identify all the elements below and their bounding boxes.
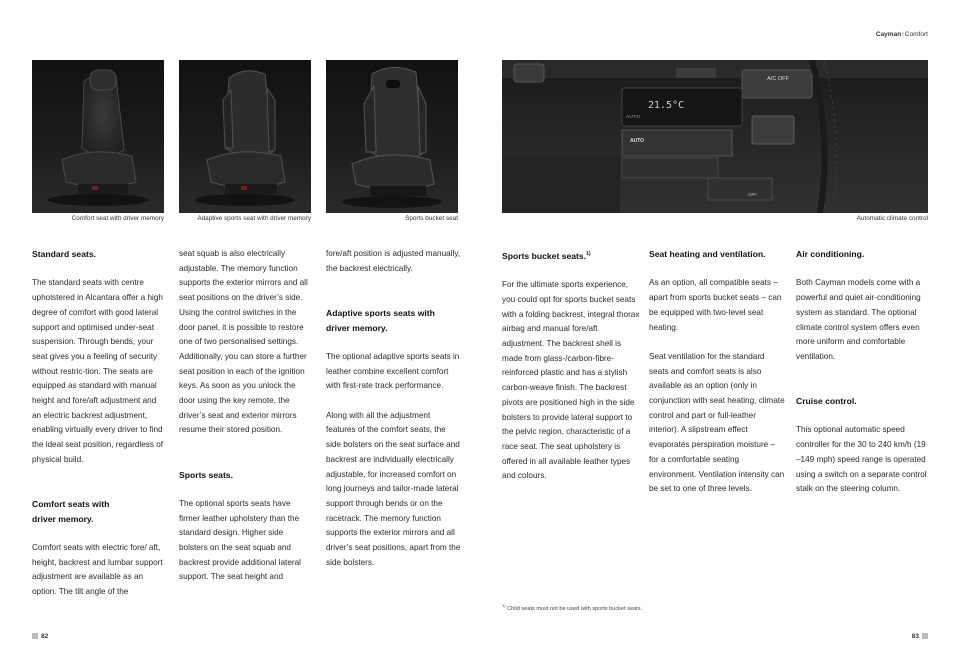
heading-comfort-seats-line1: Comfort seats with bbox=[32, 498, 110, 509]
off-button: OFF bbox=[748, 192, 757, 197]
climate-control-image bbox=[502, 60, 928, 213]
paragraph-sports-seats-cont: fore/aft position is adjusted manually, the backrest electrically. bbox=[326, 249, 461, 273]
footnote bbox=[502, 603, 642, 612]
photo-adaptive-sports-seat bbox=[179, 60, 311, 213]
page-number-left bbox=[32, 633, 48, 640]
caption-climate-control: Automatic climate control bbox=[856, 215, 928, 222]
header-separator: | bbox=[902, 31, 904, 38]
paragraph-sports-seats: The optional sports seats have firmer leather upholstery than the standard design. Higher side bolsters on the seat squab and backrest provide additional lateral support. The seat height and bbox=[179, 498, 301, 582]
page-number-right-value: 83 bbox=[911, 633, 919, 640]
caption-sports-bucket-seat: Sports bucket seat bbox=[405, 215, 458, 222]
auto-indicator: AUTO bbox=[626, 114, 641, 119]
heading-cruise-control: Cruise control. bbox=[796, 396, 857, 406]
caption-adaptive-sports-seat: Adaptive sports seat with driver memory bbox=[197, 215, 311, 222]
temperature-unit: °C bbox=[672, 100, 685, 111]
temperature-display bbox=[648, 100, 684, 111]
folio-square-icon bbox=[32, 633, 38, 639]
text-column-4 bbox=[502, 247, 640, 484]
text-column-3 bbox=[326, 247, 462, 570]
adaptive-sports-seat-image bbox=[179, 60, 311, 213]
caption-comfort-seat: Comfort seat with driver memory bbox=[71, 215, 164, 222]
footnote-text: Child seats must not be used with sports bucket seats. bbox=[507, 605, 643, 612]
paragraph-seat-heating: As an option, all compatible seats – apart from sports bucket seats – can be equipped with two-level seat heating. bbox=[649, 278, 782, 332]
header-section: Comfort bbox=[904, 31, 928, 38]
running-header bbox=[876, 31, 928, 38]
heading-comfort-seats-line2: driver memory. bbox=[32, 513, 94, 524]
paragraph-standard-seats: The standard seats with centre upholstered in Alcantara offer a high degree of comfort with good lateral support and optimised under-seat suspension. Through bends, your seat gives you a feeling of security without restric-tion. The seats are equipped as standard with manual height and fore/aft adjustment and an electric backrest adjustment, enabling virtually every driver to find the ideal seat position, regardless of physical build. bbox=[32, 278, 164, 464]
heading-sports-bucket-seats bbox=[502, 247, 640, 264]
heading-air-conditioning: Air conditioning. bbox=[796, 249, 865, 259]
auto-button: AUTO bbox=[630, 138, 645, 144]
heading-sports-seats: Sports seats. bbox=[179, 469, 233, 480]
heading-sports-bucket-text: Sports bucket seats. bbox=[502, 250, 587, 261]
footnote-ref: 1) bbox=[586, 251, 591, 257]
heading-standard-seats: Standard seats. bbox=[32, 249, 96, 259]
page-number-left-value: 82 bbox=[41, 633, 49, 640]
paragraph-comfort-seats: Comfort seats with electric fore/ aft, height, backrest and lumbar support adjustment are available as an option. The tilt angle of the bbox=[32, 543, 163, 597]
page-number-right bbox=[912, 633, 928, 640]
header-brand: Cayman bbox=[875, 31, 902, 38]
text-column-6 bbox=[796, 247, 932, 497]
paragraph-air-conditioning: Both Cayman models come with a powerful and quiet air-conditioning system as standard. The optional climate control system offers even more uniform and comfortable ventilation. bbox=[796, 278, 921, 361]
heading-adaptive-seats-line2: driver memory. bbox=[326, 322, 388, 333]
text-column-2 bbox=[179, 247, 313, 585]
text-column-1 bbox=[32, 247, 165, 600]
temperature-value: 21.5 bbox=[648, 100, 673, 111]
photo-climate-control bbox=[502, 60, 928, 213]
paragraph-cruise-control: This optional automatic speed controller for the 30 to 240 km/h (19 –149 mph) speed range is operated using a switch on a separate control stalk on the steering column. bbox=[796, 425, 927, 494]
heading-adaptive-seats-line1: Adaptive sports seats with bbox=[326, 307, 435, 318]
paragraph-sports-bucket-seats: For the ultimate sports experience, you could opt for sports bucket seats with a folding backrest, integral thorax airbag and manual fore/aft adjustment. The backrest shell is made from glass-/carbon-fibre-reinforced plastic and has a stylish carbon-weave finish. The backrest pivots are positioned high in the side bolsters to provide lateral support to the pelvic region, characteristic of a race seat. The seat upholstery is offered in all available leather types and colours. bbox=[502, 280, 640, 481]
ac-off-button: A/C OFF bbox=[767, 76, 789, 82]
folio-square-icon bbox=[922, 633, 928, 639]
footnote-mark: 1) bbox=[502, 603, 506, 608]
heading-seat-heating: Seat heating and ventilation. bbox=[649, 249, 766, 259]
paragraph-adaptive-seats: The optional adaptive sports seats in leather combine excellent comfort with first-rate track performance. bbox=[326, 351, 460, 391]
photo-comfort-seat bbox=[32, 60, 164, 213]
text-column-5 bbox=[649, 247, 786, 497]
sports-bucket-seat-image bbox=[326, 60, 458, 213]
photo-sports-bucket-seat bbox=[326, 60, 458, 213]
paragraph-adaptive-features: Along with all the adjustment features of the comfort seats, the side bolsters on the seat surface and backrest are individually electrically adjustable, for increased comfort on long journeys and tailor-made lateral support through bends or on the racetrack. The memory function supports the exterior mirrors and all driver’s seat positions, apart from the side bolsters. bbox=[326, 410, 461, 567]
paragraph-memory-function: seat squab is also electrically adjustable. The memory function supports the exterior mirrors and all seat positions on the driver’s side. Using the control switches in the door panel, it is possible to restore one of two personalised settings. Additionally, you can store a further seat position in each of the ignition keys. As soon as you unlock the door using the key remote, the driver’s seat and exterior mirrors resume their stored position. bbox=[179, 249, 308, 435]
paragraph-seat-ventilation: Seat ventilation for the standard seats and comfort seats is also available as an option (only in conjunction with seat heating, climate control and part or full-leather interior). A slipstream effect evaporates perspiration moisture – for a comfortable seating environment. Ventilation intensity can be set to one of three levels. bbox=[649, 351, 785, 494]
comfort-seat-image bbox=[32, 60, 164, 213]
